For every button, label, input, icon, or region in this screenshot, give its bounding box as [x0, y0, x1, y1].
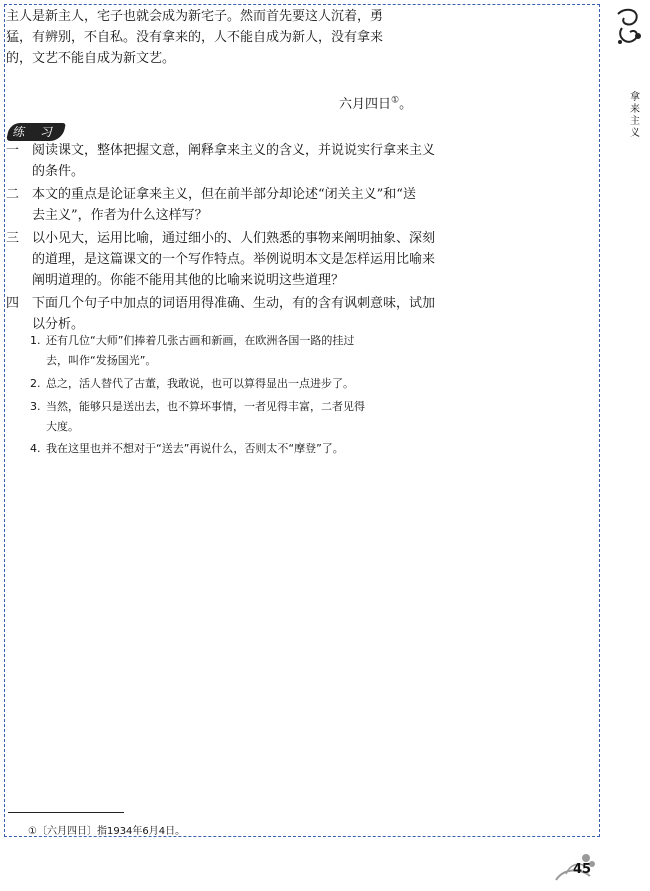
date-end: 。 [399, 97, 413, 112]
body-line: 主人是新主人，宅子也就会成为新宅子。然而首先要这人沉着，勇 [6, 9, 384, 24]
sentence-number: 3. [30, 400, 41, 413]
floral-scroll-icon [612, 6, 646, 50]
sentence-line: 我在这里也并不想对于“送去”再说什么，否则太不“摩登”了。 [46, 442, 344, 455]
sentence-number: 1. [30, 334, 41, 347]
body-paragraph [6, 6, 446, 69]
sentence-item [30, 331, 444, 371]
question-list [6, 140, 452, 337]
sentence-item [30, 397, 444, 437]
question-line: 下面几个句子中加点的词语用得准确、生动，有的含有讽刺意味，试加 [32, 296, 436, 311]
question-item [6, 140, 452, 182]
body-line: 的，文艺不能自成为新文艺。 [6, 51, 176, 66]
sentence-line: 当然，能够只是送出去，也不算坏事情，一者见得丰富，二者见得 [46, 400, 365, 413]
sentence-item [30, 439, 444, 459]
footnote-text: 〔六月四日〕指1934年6月4日。 [36, 826, 186, 837]
date-text: 六月四日 [339, 97, 392, 112]
question-item [6, 293, 452, 335]
question-line: 去主义”，作者为什么这样写？ [32, 208, 208, 223]
exercise-heading: 练 习 [6, 123, 66, 141]
question-line: 的条件。 [32, 164, 85, 179]
sentence-number: 4. [30, 442, 41, 455]
body-line: 猛，有辨别，不自私。没有拿来的，人不能自成为新人，没有拿来 [6, 30, 384, 45]
side-chapter-title: 拿来主义 [630, 92, 640, 139]
footnote-ref[interactable]: ① [391, 95, 400, 106]
sentence-line: 去，叫作“发扬国光”。 [46, 354, 157, 367]
question-item [6, 228, 452, 291]
page-number: 45 [573, 862, 592, 877]
question-line: 的道理，是这篇课文的一个写作特点。举例说明本文是怎样运用比喻来 [32, 252, 436, 267]
sentence-number: 2. [30, 377, 41, 390]
question-number: 一 [6, 143, 20, 158]
footnote-mark: ① [28, 826, 37, 837]
date-line [339, 93, 412, 112]
question-number: 二 [6, 187, 20, 202]
question-line: 本文的重点是论证拿来主义，但在前半部分却论述“闭关主义”和“送 [32, 187, 416, 202]
question-number: 四 [6, 296, 20, 311]
question-line: 以分析。 [32, 317, 85, 332]
question-line: 以小见大，运用比喻，通过细小的、人们熟悉的事物来阐明抽象、深刻 [32, 231, 436, 246]
footnote [28, 822, 185, 837]
footnote-rule [8, 812, 124, 813]
sentence-line: 大度。 [46, 420, 79, 433]
question-line: 阅读课文，整体把握文意，阐释拿来主义的含义，并说说实行拿来主义 [32, 143, 436, 158]
sentence-item [30, 374, 444, 394]
question-item [6, 184, 452, 226]
sentence-line: 还有几位“大师”们捧着几张古画和新画，在欧洲各国一路的挂过 [46, 334, 355, 347]
sentence-line: 总之，活人替代了古董，我敢说，也可以算得显出一点进步了。 [46, 377, 354, 390]
question-number: 三 [6, 231, 20, 246]
question-line: 阐明道理的。你能不能用其他的比喻来说明这些道理？ [32, 273, 345, 288]
